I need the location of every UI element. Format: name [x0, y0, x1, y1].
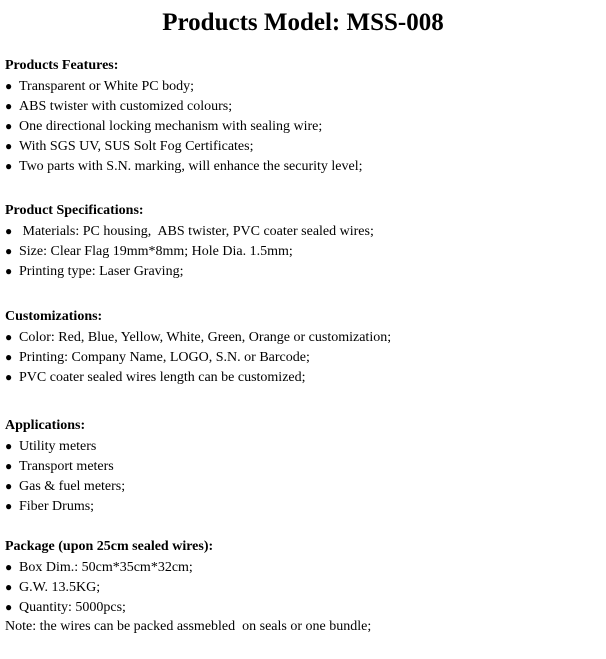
list-item	[5, 261, 601, 281]
package-section	[5, 537, 601, 637]
application-text: Utility meters	[19, 439, 97, 454]
package-text: Quantity: 5000pcs;	[19, 600, 126, 615]
bullet-icon: ●	[5, 244, 13, 258]
bullet-icon: ●	[5, 99, 13, 113]
spec-text: Printing type: Laser Graving;	[19, 264, 184, 279]
list-item	[5, 436, 601, 456]
applications-heading: Applications:	[5, 418, 86, 433]
specifications-heading: Product Specifications:	[5, 203, 144, 218]
list-item	[5, 76, 601, 96]
package-text: G.W. 13.5KG;	[19, 580, 101, 595]
list-item	[5, 347, 601, 367]
bullet-icon: ●	[5, 264, 13, 278]
bullet-icon: ●	[5, 499, 13, 513]
bullet-icon: ●	[5, 350, 13, 364]
customization-text: Color: Red, Blue, Yellow, White, Green, Orange or customization;	[19, 330, 392, 345]
features-section	[5, 56, 601, 176]
package-heading: Package (upon 25cm sealed wires):	[5, 539, 214, 554]
list-item	[5, 241, 601, 261]
package-note: Note: the wires can be packed assmebled on seals or one bundle;	[5, 619, 372, 634]
list-item	[5, 96, 601, 116]
applications-section	[5, 416, 601, 516]
spec-text: Materials: PC housing, ABS twister, PVC coater sealed wires;	[19, 224, 374, 239]
bullet-icon: ●	[5, 224, 13, 238]
feature-text: ABS twister with customized colours;	[19, 99, 233, 114]
list-item	[5, 456, 601, 476]
list-item	[5, 577, 601, 597]
bullet-icon: ●	[5, 459, 13, 473]
application-text: Fiber Drums;	[19, 499, 95, 514]
bullet-icon: ●	[5, 79, 13, 93]
application-text: Gas & fuel meters;	[19, 479, 126, 494]
bullet-icon: ●	[5, 439, 13, 453]
list-item	[5, 327, 601, 347]
features-heading: Products Features:	[5, 58, 119, 73]
bullet-icon: ●	[5, 479, 13, 493]
list-item	[5, 597, 601, 617]
list-item	[5, 116, 601, 136]
page-title: Products Model: MSS-008	[162, 9, 444, 36]
bullet-icon: ●	[5, 330, 13, 344]
bullet-icon: ●	[5, 119, 13, 133]
bullet-icon: ●	[5, 580, 13, 594]
package-text: Box Dim.: 50cm*35cm*32cm;	[19, 560, 193, 575]
specifications-section	[5, 201, 601, 281]
application-text: Transport meters	[19, 459, 114, 474]
list-item	[5, 496, 601, 516]
feature-text: Two parts with S.N. marking, will enhance the security level;	[19, 159, 363, 174]
feature-text: One directional locking mechanism with sealing wire;	[19, 119, 323, 134]
list-item	[5, 367, 601, 387]
customization-text: Printing: Company Name, LOGO, S.N. or Barcode;	[19, 350, 310, 365]
list-item	[5, 557, 601, 577]
spec-text: Size: Clear Flag 19mm*8mm; Hole Dia. 1.5mm;	[19, 244, 293, 259]
list-item	[5, 136, 601, 156]
bullet-icon: ●	[5, 600, 13, 614]
customizations-heading: Customizations:	[5, 309, 103, 324]
bullet-icon: ●	[5, 159, 13, 173]
bullet-icon: ●	[5, 560, 13, 574]
feature-text: With SGS UV, SUS Solt Fog Certificates;	[19, 139, 254, 154]
bullet-icon: ●	[5, 370, 13, 384]
list-item	[5, 156, 601, 176]
customization-text: PVC coater sealed wires length can be customized;	[19, 370, 306, 385]
list-item	[5, 476, 601, 496]
bullet-icon: ●	[5, 139, 13, 153]
list-item	[5, 221, 601, 241]
feature-text: Transparent or White PC body;	[19, 79, 194, 94]
customizations-section	[5, 307, 601, 387]
